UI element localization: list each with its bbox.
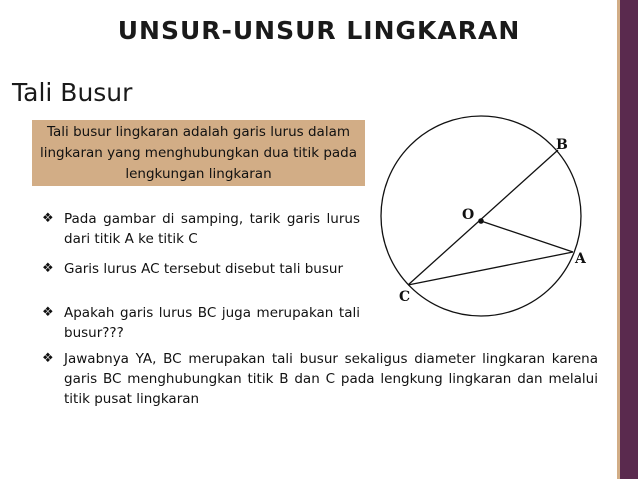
bullet-text: Pada gambar di samping, tarik garis lurus dari titik A ke titik C: [64, 211, 360, 247]
definition-box: Tali busur lingkaran adalah garis lurus dalam lingkaran yang menghubungkan dua titik pada lengkungan lingkaran: [32, 120, 365, 186]
circle-diagram: [375, 115, 615, 325]
side-decoration-band: [617, 0, 638, 479]
diamond-bullet-icon: ❖: [42, 351, 54, 366]
label-b: B: [556, 137, 568, 153]
bullet-text: Jawabnya YA, BC merupakan tali busur sekaligus diameter lingkaran karena garis BC menghubungkan titik B dan C pada lengkung lingkaran dan melalui titik pusat lingkaran: [64, 351, 598, 407]
chord-ac: [408, 252, 573, 285]
diameter-bc: [408, 150, 558, 285]
center-point: [478, 218, 484, 224]
bullet-item: [42, 209, 360, 249]
diamond-bullet-icon: ❖: [42, 261, 54, 276]
label-a: A: [575, 251, 586, 267]
side-decoration-strip: [617, 0, 620, 479]
bullet-text: Garis lurus AC tersebut disebut tali busur: [64, 261, 344, 277]
circle-outline: [381, 116, 581, 316]
bullet-item: [42, 259, 360, 279]
label-o: O: [462, 207, 475, 223]
diamond-bullet-icon: ❖: [42, 305, 54, 320]
label-c: C: [399, 289, 411, 305]
diamond-bullet-icon: ❖: [42, 211, 54, 226]
bullet-text: Apakah garis lurus BC juga merupakan tali busur???: [64, 305, 360, 341]
bullet-item: [42, 303, 360, 343]
slide-title: UNSUR-UNSUR LINGKARAN: [117, 16, 521, 45]
section-title: Tali Busur: [12, 78, 133, 107]
bullet-item: [42, 349, 598, 409]
radius-oa: [481, 221, 573, 252]
